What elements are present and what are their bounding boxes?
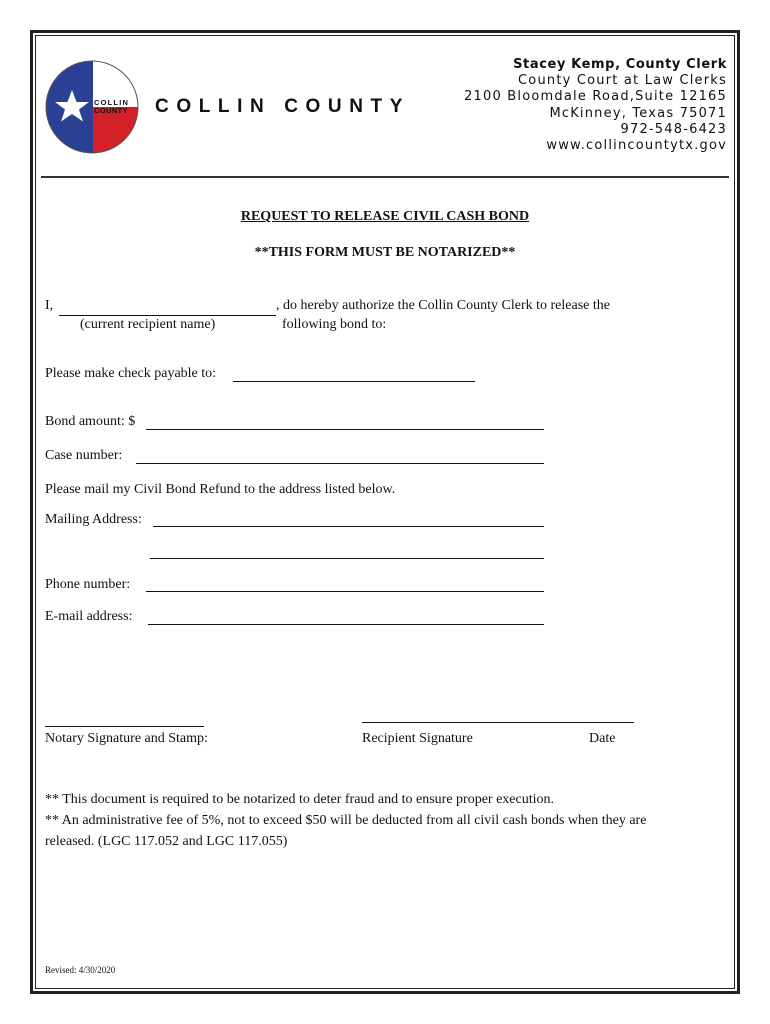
footnote-admin-fee: ** An administrative fee of 5%, not to exceed $50 will be deducted from all civil cash bonds when they are [45, 813, 647, 828]
mailing-address-field-line2[interactable] [150, 558, 544, 559]
bond-amount-label: Bond amount: $ [45, 414, 136, 429]
authorize-prefix: I, [45, 298, 54, 313]
recipient-name-field[interactable] [59, 315, 276, 316]
mail-instruction: Please mail my Civil Bond Refund to the address listed below. [45, 482, 396, 497]
clerk-office: County Court at Law Clerks [518, 73, 727, 89]
clerk-address-line2: McKinney, Texas 75071 [549, 105, 727, 121]
authorize-text: , do hereby authorize the Collin County Clerk to release the [276, 298, 610, 313]
recipient-signature-label: Recipient Signature [362, 731, 473, 746]
payable-to-field[interactable] [233, 381, 475, 382]
notary-signature-label: Notary Signature and Stamp: [45, 731, 208, 746]
phone-number-label: Phone number: [45, 577, 131, 592]
clerk-phone: 972-548-6423 [620, 121, 727, 137]
notary-signature-line[interactable] [45, 726, 204, 727]
mailing-address-label: Mailing Address: [45, 512, 142, 527]
clerk-contact-block [464, 57, 727, 154]
header-divider [41, 176, 729, 178]
collin-county-logo [45, 58, 139, 156]
email-address-label: E-mail address: [45, 609, 133, 624]
clerk-name: Stacey Kemp, County Clerk [513, 57, 727, 72]
form-title: REQUEST TO RELEASE CIVIL CASH BOND [240, 209, 530, 224]
email-address-field[interactable] [148, 624, 544, 625]
svg-text:COLLIN: COLLIN [94, 98, 130, 107]
bond-amount-field[interactable] [146, 429, 544, 430]
mailing-address-field-line1[interactable] [153, 526, 544, 527]
footnote-notarization: ** This document is required to be notarized to deter fraud and to ensure proper execution. [45, 792, 555, 807]
footnote-admin-fee-continued: released. (LGC 117.052 and LGC 117.055) [45, 834, 288, 849]
case-number-field[interactable] [136, 463, 544, 464]
phone-number-field[interactable] [146, 591, 544, 592]
clerk-website: www.collincountytx.gov [546, 138, 727, 154]
recipient-name-caption: (current recipient name) [80, 317, 216, 332]
recipient-signature-line[interactable] [362, 722, 634, 723]
svg-text:COUNTY: COUNTY [94, 106, 129, 115]
payable-to-label: Please make check payable to: [45, 366, 217, 381]
notarize-notice: **THIS FORM MUST BE NOTARIZED** [254, 245, 516, 260]
case-number-label: Case number: [45, 448, 123, 463]
clerk-address-line1: 2100 Bloomdale Road,Suite 12165 [464, 89, 727, 105]
date-label: Date [589, 731, 616, 746]
county-name: COLLIN COUNTY [155, 96, 411, 117]
revised-date: Revised: 4/30/2020 [45, 965, 116, 975]
authorize-text-continued: following bond to: [282, 317, 387, 332]
